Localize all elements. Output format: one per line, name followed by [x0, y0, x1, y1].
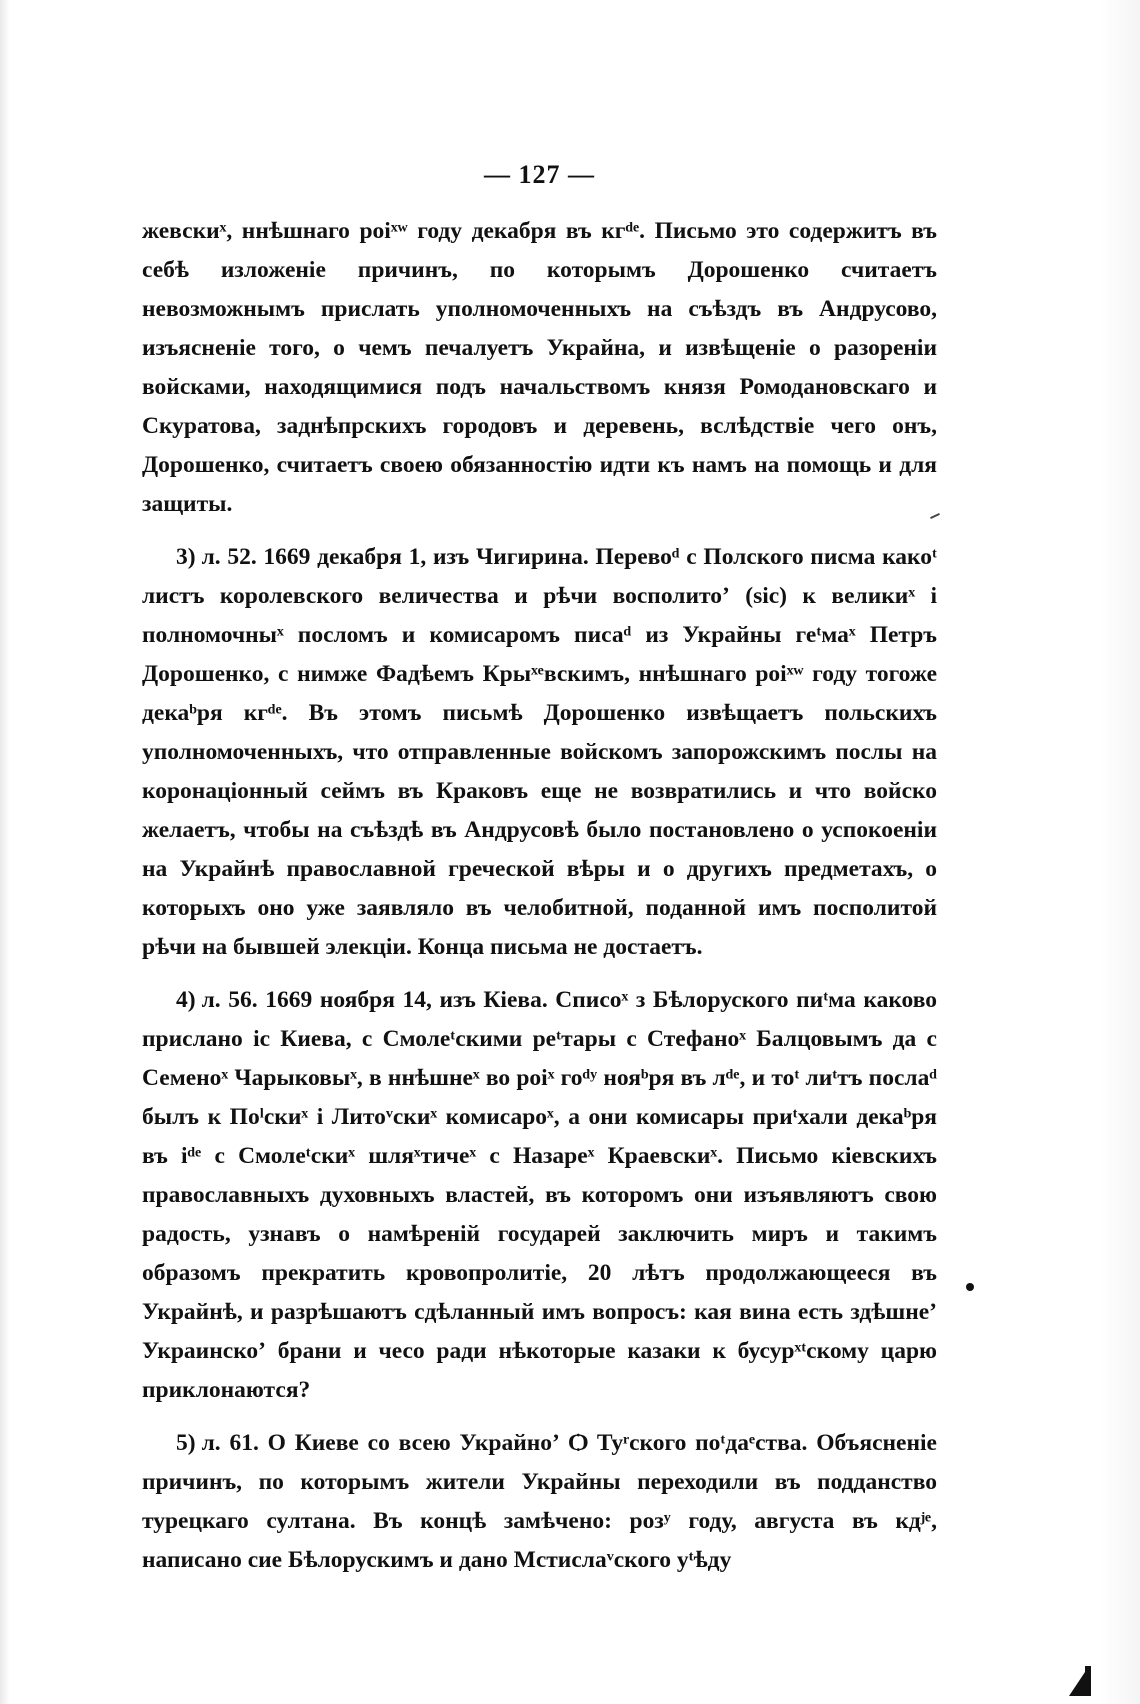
page-edge-shadow-left	[0, 0, 10, 1704]
book-page	[142, 160, 937, 1594]
paragraph-text: л. 61. О Киеве со всею Украйноʼ Ѻ Туʳского поᵗдаᵉства. Объясненiе причинъ, по которымъ жители Украйны переходили въ подданство турецкаго султана. Въ концѣ замѣчено: розʸ году, августа въ кдʲᵉ, написано сие Бѣлорускимъ и дано Мстислаᵛского уᵗѣду	[142, 1430, 937, 1573]
entry-number: 5)	[176, 1430, 196, 1456]
paragraph-text: л. 56. 1669 ноября 14, изъ Кiева. Списоˣ з Бѣлоруского пиᵗма каково прислано iс Киева, с Смолеᵗскими реᵗтары с Стефаноˣ Балцовымъ да с Семеноˣ Чарыковыˣ, в ннѣшнеˣ во роiˣ гоᵈʸ нояᵇря въ лᵈᵉ, и тоᵗ лиᵗтъ послаᵈ былъ к Поˡскиˣ i Литоᵛскиˣ комисароˣ, а они комисары приᵗхали декаᵇря въ iᵈᵉ с Смолеᵗскиˣ шляˣтичеˣ с Назареˣ Краевскиˣ. Письмо кiевскихъ православныхъ духовныхъ властей, въ которомъ они изъявляютъ свою радость, узнавъ о намѣренiй государей заключить миръ и такимъ образомъ прекратить кровопролитiе, 20 лѣтъ продолжающееся въ Украйнѣ, и разрѣшаютъ сдѣланный имъ вопросъ: кая вина есть здѣшнеʼ Украинскоʼ брани и чесо ради нѣкоторые казаки к бусурˣᵗскому царю приклонаются?	[142, 987, 937, 1403]
ink-dot	[966, 1283, 974, 1291]
paragraph-entry-5	[142, 1424, 937, 1580]
paragraph-entry-3	[142, 538, 937, 967]
corner-scan-mark	[1069, 1672, 1085, 1696]
paragraph-entry-4	[142, 981, 937, 1410]
page-number: — 127 —	[484, 160, 595, 189]
entry-number: 3)	[176, 544, 196, 570]
entry-number: 4)	[176, 987, 196, 1013]
paragraph-text: л. 52. 1669 декабря 1, изъ Чигирина. Перевоᵈ с Полского писма какоᵗ листъ королевского величества и рѣчи восполитоʼ (sic) к великиˣ i полномочныˣ посломъ и комисаромъ писаᵈ из Украйны геᵗмаˣ Петръ Дорошенко, с нимже Фадѣемъ Крыˣᵉвскимъ, ннѣшнаго роiˣʷ году тогоже декаᵇря кгᵈᵉ. Въ этомъ письмѣ Дорошенко извѣщаетъ польскихъ уполномоченныхъ, что отправленные войскомъ запорожскимъ послы на коронацiонный сеймъ въ Краковъ еще не возвратились и что войско желаетъ, чтобы на съѣздѣ въ Андрусовѣ было постановлено о успокоенiи на Украйнѣ православной греческой вѣры и о другихъ предметахъ, о которыхъ оно уже заявляло въ челобитной, поданной имъ посполитой рѣчи на бывшей элекцiи. Конца письма не достаетъ.	[142, 544, 937, 960]
page-edge-shadow-right	[1100, 0, 1140, 1704]
paragraph-text: жевскиˣ, ннѣшнаго роiˣʷ году декабря въ кгᵈᵉ. Письмо это содержитъ въ себѣ изложенiе причинъ, по которымъ Дорошенко считаетъ невозможнымъ прислать уполномоченныхъ на съѣздъ въ Андрусово, изъясненiе того, о чемъ печалуетъ Украйна, и извѣщенiе о разоренiи войсками, находящимися подъ начальствомъ князя Ромодановскаго и Скуратова, заднѣпрскихъ городовъ и деревень, вслѣдствiе чего онъ, Дорошенко, считаетъ своею обязанностiю идти къ намъ на помощь и для защиты.	[142, 218, 937, 517]
corner-scan-bar	[1085, 1666, 1091, 1696]
paragraph-continuation	[142, 212, 937, 524]
